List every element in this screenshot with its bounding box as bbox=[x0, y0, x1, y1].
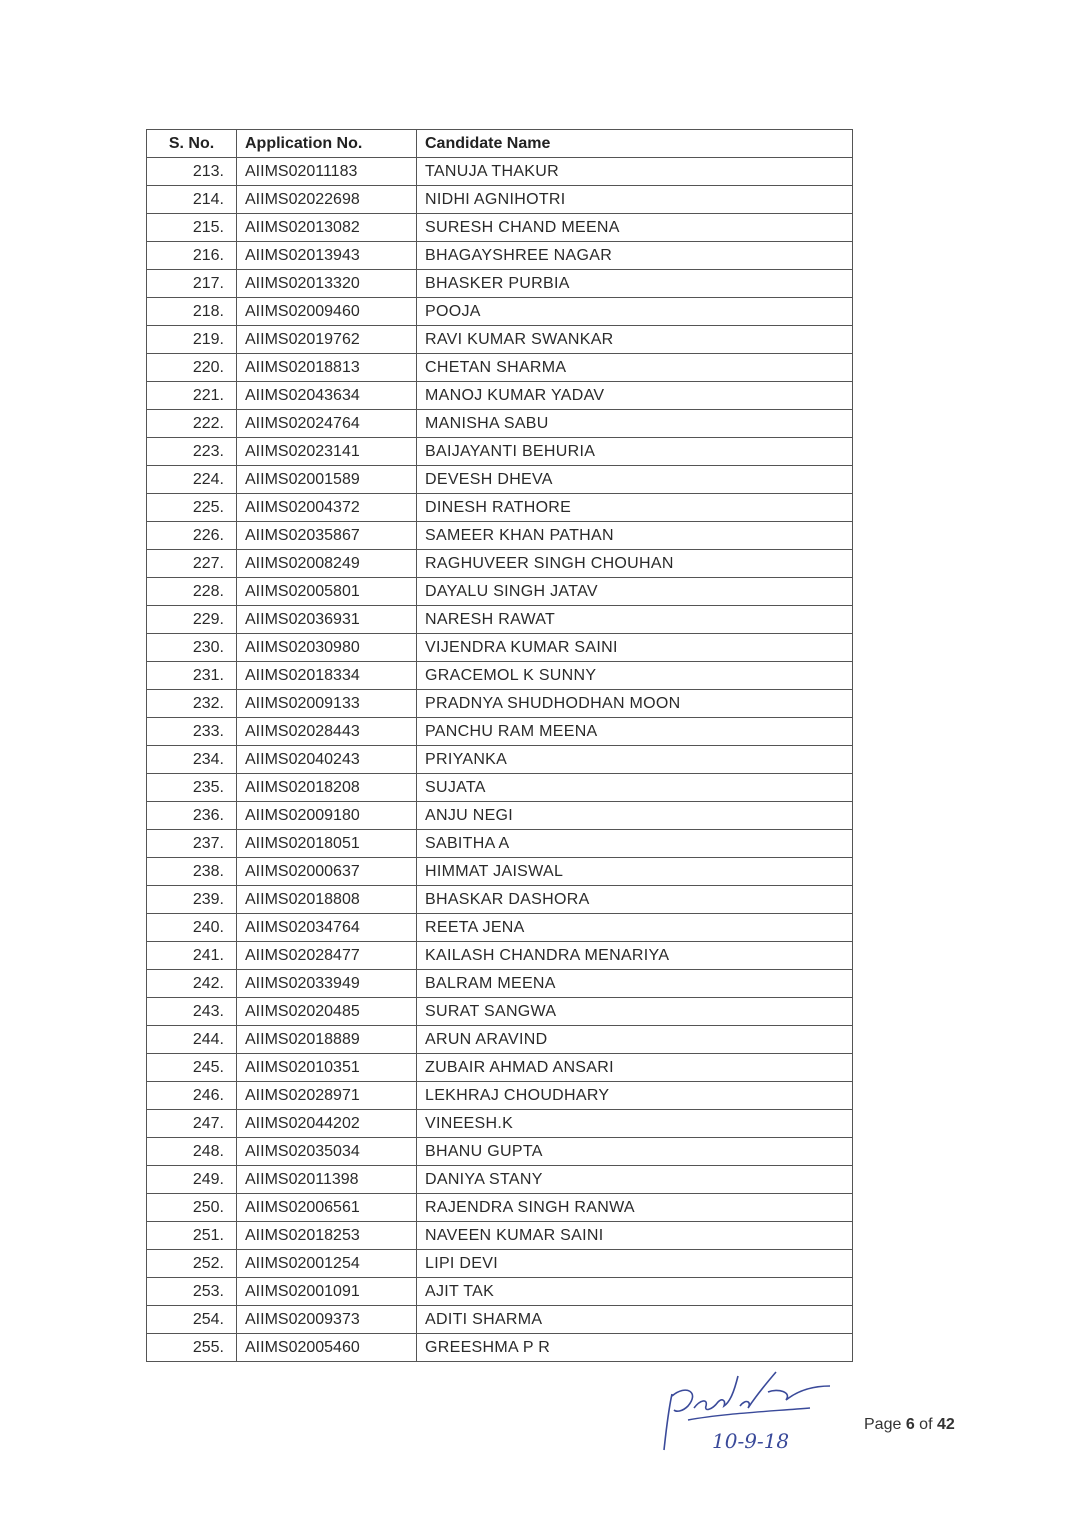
cell-application-number: AIIMS02024764 bbox=[237, 410, 417, 438]
signature-date: 10-9-18 bbox=[712, 1429, 790, 1453]
table-row bbox=[147, 578, 853, 606]
table-row bbox=[147, 298, 853, 326]
table-row bbox=[147, 998, 853, 1026]
cell-candidate-name: SABITHA A bbox=[417, 830, 853, 858]
table-body bbox=[147, 158, 853, 1362]
table-row bbox=[147, 1306, 853, 1334]
cell-serial-number: 231. bbox=[147, 662, 237, 690]
header-serial-number: S. No. bbox=[147, 130, 237, 158]
cell-serial-number: 244. bbox=[147, 1026, 237, 1054]
cell-application-number: AIIMS02020485 bbox=[237, 998, 417, 1026]
table-row bbox=[147, 326, 853, 354]
cell-serial-number: 224. bbox=[147, 466, 237, 494]
cell-application-number: AIIMS02044202 bbox=[237, 1110, 417, 1138]
cell-serial-number: 243. bbox=[147, 998, 237, 1026]
cell-serial-number: 249. bbox=[147, 1166, 237, 1194]
cell-serial-number: 254. bbox=[147, 1306, 237, 1334]
table-row bbox=[147, 662, 853, 690]
table-row bbox=[147, 1222, 853, 1250]
cell-serial-number: 236. bbox=[147, 802, 237, 830]
cell-application-number: AIIMS02013082 bbox=[237, 214, 417, 242]
cell-serial-number: 235. bbox=[147, 774, 237, 802]
table-row bbox=[147, 746, 853, 774]
table-row bbox=[147, 1138, 853, 1166]
table-row bbox=[147, 718, 853, 746]
cell-application-number: AIIMS02028477 bbox=[237, 942, 417, 970]
cell-application-number: AIIMS02028443 bbox=[237, 718, 417, 746]
cell-application-number: AIIMS02013943 bbox=[237, 242, 417, 270]
cell-serial-number: 251. bbox=[147, 1222, 237, 1250]
table-row bbox=[147, 774, 853, 802]
cell-candidate-name: BHAGAYSHREE NAGAR bbox=[417, 242, 853, 270]
cell-application-number: AIIMS02023141 bbox=[237, 438, 417, 466]
table-row bbox=[147, 270, 853, 298]
cell-candidate-name: MANOJ KUMAR YADAV bbox=[417, 382, 853, 410]
cell-application-number: AIIMS02001091 bbox=[237, 1278, 417, 1306]
cell-application-number: AIIMS02004372 bbox=[237, 494, 417, 522]
cell-serial-number: 247. bbox=[147, 1110, 237, 1138]
cell-application-number: AIIMS02001589 bbox=[237, 466, 417, 494]
cell-application-number: AIIMS02018253 bbox=[237, 1222, 417, 1250]
cell-candidate-name: ZUBAIR AHMAD ANSARI bbox=[417, 1054, 853, 1082]
cell-candidate-name: DANIYA STANY bbox=[417, 1166, 853, 1194]
header-application-number: Application No. bbox=[237, 130, 417, 158]
cell-application-number: AIIMS02035034 bbox=[237, 1138, 417, 1166]
cell-serial-number: 248. bbox=[147, 1138, 237, 1166]
cell-candidate-name: VIJENDRA KUMAR SAINI bbox=[417, 634, 853, 662]
table-row bbox=[147, 494, 853, 522]
cell-candidate-name: HIMMAT JAISWAL bbox=[417, 858, 853, 886]
cell-serial-number: 221. bbox=[147, 382, 237, 410]
table-row bbox=[147, 550, 853, 578]
table-row bbox=[147, 382, 853, 410]
cell-application-number: AIIMS02005801 bbox=[237, 578, 417, 606]
cell-application-number: AIIMS02009133 bbox=[237, 690, 417, 718]
page-total: 42 bbox=[936, 1416, 955, 1433]
table-row bbox=[147, 1166, 853, 1194]
cell-candidate-name: SURESH CHAND MEENA bbox=[417, 214, 853, 242]
table-row bbox=[147, 1054, 853, 1082]
cell-candidate-name: ADITI SHARMA bbox=[417, 1306, 853, 1334]
table-row bbox=[147, 1110, 853, 1138]
cell-serial-number: 216. bbox=[147, 242, 237, 270]
cell-candidate-name: RAGHUVEER SINGH CHOUHAN bbox=[417, 550, 853, 578]
page-separator: of bbox=[914, 1416, 937, 1433]
cell-candidate-name: BHASKAR DASHORA bbox=[417, 886, 853, 914]
cell-serial-number: 233. bbox=[147, 718, 237, 746]
table-row bbox=[147, 410, 853, 438]
cell-candidate-name: DAYALU SINGH JATAV bbox=[417, 578, 853, 606]
table-row bbox=[147, 942, 853, 970]
table-row bbox=[147, 1334, 853, 1362]
cell-serial-number: 237. bbox=[147, 830, 237, 858]
cell-serial-number: 246. bbox=[147, 1082, 237, 1110]
cell-candidate-name: NIDHI AGNIHOTRI bbox=[417, 186, 853, 214]
cell-application-number: AIIMS02018889 bbox=[237, 1026, 417, 1054]
cell-application-number: AIIMS02010351 bbox=[237, 1054, 417, 1082]
cell-candidate-name: SUJATA bbox=[417, 774, 853, 802]
table-row bbox=[147, 1194, 853, 1222]
cell-candidate-name: BAIJAYANTI BEHURIA bbox=[417, 438, 853, 466]
table-row bbox=[147, 522, 853, 550]
cell-application-number: AIIMS02013320 bbox=[237, 270, 417, 298]
cell-serial-number: 225. bbox=[147, 494, 237, 522]
table-row bbox=[147, 1026, 853, 1054]
table-row bbox=[147, 1278, 853, 1306]
cell-serial-number: 242. bbox=[147, 970, 237, 998]
candidate-table bbox=[146, 129, 853, 1362]
cell-candidate-name: RAJENDRA SINGH RANWA bbox=[417, 1194, 853, 1222]
cell-candidate-name: KAILASH CHANDRA MENARIYA bbox=[417, 942, 853, 970]
cell-candidate-name: TANUJA THAKUR bbox=[417, 158, 853, 186]
cell-candidate-name: ARUN ARAVIND bbox=[417, 1026, 853, 1054]
cell-candidate-name: GRACEMOL K SUNNY bbox=[417, 662, 853, 690]
table-header-row bbox=[147, 130, 853, 158]
cell-serial-number: 222. bbox=[147, 410, 237, 438]
header-candidate-name: Candidate Name bbox=[417, 130, 853, 158]
cell-candidate-name: NARESH RAWAT bbox=[417, 606, 853, 634]
cell-application-number: AIIMS02036931 bbox=[237, 606, 417, 634]
cell-candidate-name: BHANU GUPTA bbox=[417, 1138, 853, 1166]
cell-candidate-name: CHETAN SHARMA bbox=[417, 354, 853, 382]
cell-serial-number: 255. bbox=[147, 1334, 237, 1362]
signature-image bbox=[660, 1362, 840, 1462]
cell-serial-number: 226. bbox=[147, 522, 237, 550]
cell-serial-number: 228. bbox=[147, 578, 237, 606]
cell-serial-number: 240. bbox=[147, 914, 237, 942]
table-row bbox=[147, 466, 853, 494]
cell-candidate-name: POOJA bbox=[417, 298, 853, 326]
cell-serial-number: 220. bbox=[147, 354, 237, 382]
cell-application-number: AIIMS02018808 bbox=[237, 886, 417, 914]
cell-serial-number: 217. bbox=[147, 270, 237, 298]
cell-candidate-name: SURAT SANGWA bbox=[417, 998, 853, 1026]
cell-serial-number: 250. bbox=[147, 1194, 237, 1222]
table-row bbox=[147, 1250, 853, 1278]
cell-serial-number: 245. bbox=[147, 1054, 237, 1082]
cell-candidate-name: REETA JENA bbox=[417, 914, 853, 942]
cell-serial-number: 239. bbox=[147, 886, 237, 914]
cell-application-number: AIIMS02011183 bbox=[237, 158, 417, 186]
cell-candidate-name: PRIYANKA bbox=[417, 746, 853, 774]
cell-candidate-name: LIPI DEVI bbox=[417, 1250, 853, 1278]
cell-serial-number: 219. bbox=[147, 326, 237, 354]
cell-serial-number: 238. bbox=[147, 858, 237, 886]
cell-candidate-name: GREESHMA P R bbox=[417, 1334, 853, 1362]
cell-candidate-name: SAMEER KHAN PATHAN bbox=[417, 522, 853, 550]
cell-application-number: AIIMS02034764 bbox=[237, 914, 417, 942]
cell-candidate-name: PANCHU RAM MEENA bbox=[417, 718, 853, 746]
cell-candidate-name: BALRAM MEENA bbox=[417, 970, 853, 998]
table-row bbox=[147, 914, 853, 942]
cell-application-number: AIIMS02000637 bbox=[237, 858, 417, 886]
cell-application-number: AIIMS02009373 bbox=[237, 1306, 417, 1334]
cell-serial-number: 214. bbox=[147, 186, 237, 214]
cell-serial-number: 230. bbox=[147, 634, 237, 662]
cell-serial-number: 213. bbox=[147, 158, 237, 186]
table-row bbox=[147, 354, 853, 382]
page-prefix: Page bbox=[864, 1416, 906, 1433]
table-row bbox=[147, 438, 853, 466]
cell-candidate-name: VINEESH.K bbox=[417, 1110, 853, 1138]
cell-application-number: AIIMS02019762 bbox=[237, 326, 417, 354]
cell-application-number: AIIMS02009460 bbox=[237, 298, 417, 326]
cell-candidate-name: LEKHRAJ CHOUDHARY bbox=[417, 1082, 853, 1110]
cell-serial-number: 227. bbox=[147, 550, 237, 578]
cell-candidate-name: MANISHA SABU bbox=[417, 410, 853, 438]
cell-candidate-name: PRADNYA SHUDHODHAN MOON bbox=[417, 690, 853, 718]
cell-application-number: AIIMS02043634 bbox=[237, 382, 417, 410]
page-current: 6 bbox=[905, 1416, 915, 1433]
cell-candidate-name: RAVI KUMAR SWANKAR bbox=[417, 326, 853, 354]
page-number bbox=[864, 1416, 955, 1434]
cell-application-number: AIIMS02018334 bbox=[237, 662, 417, 690]
table-row bbox=[147, 242, 853, 270]
cell-serial-number: 253. bbox=[147, 1278, 237, 1306]
cell-application-number: AIIMS02040243 bbox=[237, 746, 417, 774]
cell-candidate-name: DEVESH DHEVA bbox=[417, 466, 853, 494]
cell-serial-number: 218. bbox=[147, 298, 237, 326]
table-row bbox=[147, 970, 853, 998]
cell-application-number: AIIMS02008249 bbox=[237, 550, 417, 578]
cell-application-number: AIIMS02018051 bbox=[237, 830, 417, 858]
table-row bbox=[147, 634, 853, 662]
cell-candidate-name: BHASKER PURBIA bbox=[417, 270, 853, 298]
cell-application-number: AIIMS02009180 bbox=[237, 802, 417, 830]
cell-candidate-name: DINESH RATHORE bbox=[417, 494, 853, 522]
cell-serial-number: 241. bbox=[147, 942, 237, 970]
cell-serial-number: 232. bbox=[147, 690, 237, 718]
cell-application-number: AIIMS02011398 bbox=[237, 1166, 417, 1194]
cell-application-number: AIIMS02018208 bbox=[237, 774, 417, 802]
table-row bbox=[147, 1082, 853, 1110]
cell-application-number: AIIMS02035867 bbox=[237, 522, 417, 550]
table-row bbox=[147, 214, 853, 242]
table-row bbox=[147, 690, 853, 718]
cell-application-number: AIIMS02030980 bbox=[237, 634, 417, 662]
cell-serial-number: 223. bbox=[147, 438, 237, 466]
table-row bbox=[147, 858, 853, 886]
table-row bbox=[147, 830, 853, 858]
cell-serial-number: 229. bbox=[147, 606, 237, 634]
cell-candidate-name: AJIT TAK bbox=[417, 1278, 853, 1306]
cell-application-number: AIIMS02001254 bbox=[237, 1250, 417, 1278]
table-row bbox=[147, 886, 853, 914]
cell-serial-number: 234. bbox=[147, 746, 237, 774]
table-row bbox=[147, 606, 853, 634]
table-row bbox=[147, 158, 853, 186]
cell-application-number: AIIMS02022698 bbox=[237, 186, 417, 214]
cell-application-number: AIIMS02006561 bbox=[237, 1194, 417, 1222]
table-row bbox=[147, 802, 853, 830]
cell-serial-number: 252. bbox=[147, 1250, 237, 1278]
table-row bbox=[147, 186, 853, 214]
cell-candidate-name: ANJU NEGI bbox=[417, 802, 853, 830]
cell-candidate-name: NAVEEN KUMAR SAINI bbox=[417, 1222, 853, 1250]
cell-application-number: AIIMS02018813 bbox=[237, 354, 417, 382]
cell-serial-number: 215. bbox=[147, 214, 237, 242]
cell-application-number: AIIMS02028971 bbox=[237, 1082, 417, 1110]
cell-application-number: AIIMS02005460 bbox=[237, 1334, 417, 1362]
cell-application-number: AIIMS02033949 bbox=[237, 970, 417, 998]
